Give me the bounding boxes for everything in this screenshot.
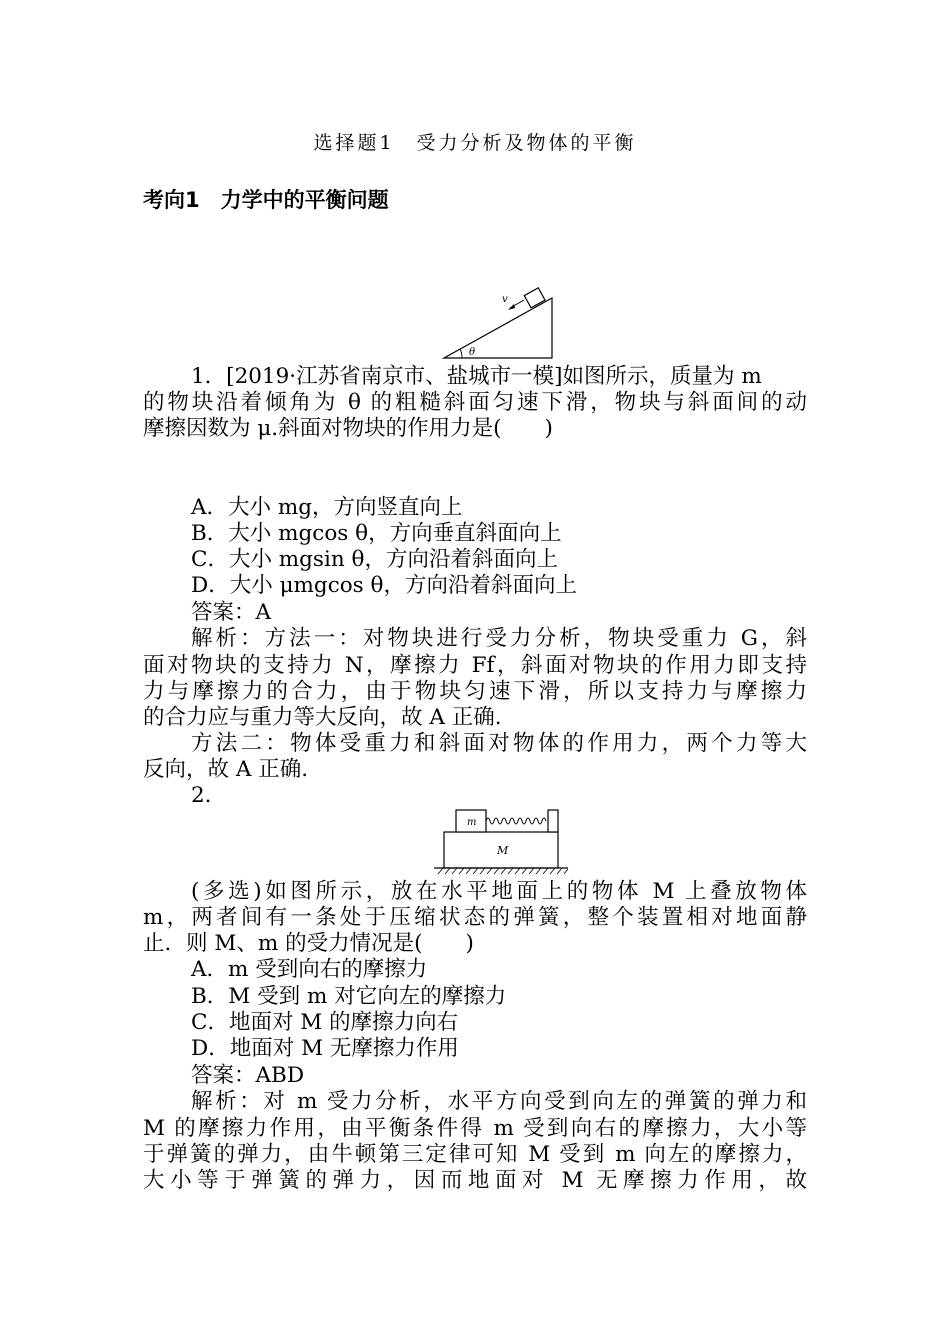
q1-explanation-3: 力与摩擦力的合力，由于物块匀速下滑，所以支持力与摩擦力 (143, 679, 807, 704)
q2-line-3: 止．则 M、m 的受力情况是( ) (143, 931, 474, 956)
q2-option-d: D．地面对 M 无摩擦力作用 (191, 1036, 459, 1061)
big-block-label: M (497, 844, 509, 857)
q2-explanation-1: 解析：对 m 受力分析，水平方向受到向左的弹簧的弹力和 (191, 1089, 807, 1114)
q1-explanation-1: 解析：方法一：对物块进行受力分析，物块受重力 G，斜 (191, 626, 807, 651)
spring-blocks-figure (432, 804, 572, 876)
q1-explanation-5: 方法二：物体受重力和斜面对物体的作用力，两个力等大 (191, 731, 807, 756)
q2-explanation-3: 于弹簧的弹力，由牛顿第三定律可知 M 受到 m 向左的摩擦力， (143, 1142, 807, 1167)
q1-option-b: B．大小 mgcos θ，方向垂直斜面向上 (191, 521, 562, 546)
q2-number: 2. (191, 783, 212, 808)
section-heading: 考向1 力学中的平衡问题 (143, 188, 389, 212)
q1-line-2: 的物块沿着倾角为 θ 的粗糙斜面匀速下滑，物块与斜面间的动 (143, 390, 807, 415)
theta-label: θ (469, 347, 476, 358)
q1-option-c: C．大小 mgsin θ，方向沿着斜面向上 (191, 547, 558, 572)
ground-hatch (438, 868, 568, 874)
q1-explanation-6: 反向，故 A 正确. (143, 757, 309, 782)
q2-option-c: C．地面对 M 的摩擦力向右 (191, 1010, 459, 1035)
q2-explanation-4: 大小等于弹簧的弹力，因而地面对 M 无摩擦力作用，故 (143, 1168, 807, 1193)
q1-explanation-2: 面对物块的支持力 N，摩擦力 Ff，斜面对物块的作用力即支持 (143, 653, 807, 678)
q1-option-d: D．大小 μmgcos θ，方向沿着斜面向上 (191, 573, 577, 598)
q2-option-a: A．m 受到向右的摩擦力 (191, 957, 428, 982)
q2-line-2: m，两者间有一条处于压缩状态的弹簧，整个装置相对地面静 (143, 905, 807, 930)
q1-option-a: A．大小 mg，方向竖直向上 (191, 495, 463, 520)
velocity-label: v (502, 294, 508, 305)
q2-line-1: (多选)如图所示，放在水平地面上的物体 M 上叠放物体 (191, 879, 807, 904)
block-on-incline (524, 288, 545, 308)
q2-answer: 答案：ABD (191, 1063, 305, 1088)
angle-arc (460, 349, 462, 358)
q1-answer: 答案：A (191, 600, 272, 625)
arrow-head (508, 304, 515, 310)
incline-figure (440, 286, 558, 362)
q1-line-3: 摩擦因数为 μ.斜面对物块的作用力是( ) (143, 416, 553, 441)
q2-explanation-2: M 的摩擦力作用，由平衡条件得 m 受到向右的摩擦力，大小等 (143, 1116, 807, 1141)
small-block-label: m (467, 817, 477, 828)
page-title: 选择题1 受力分析及物体的平衡 (313, 132, 637, 154)
q1-line-1: 1．[2019·江苏省南京市、盐城市一模]如图所示，质量为 m (191, 364, 762, 389)
spring (486, 818, 546, 824)
q1-explanation-4: 的合力应与重力等大反向，故 A 正确. (143, 705, 502, 730)
right-wall (548, 810, 558, 832)
q2-option-b: B．M 受到 m 对它向左的摩擦力 (191, 984, 507, 1009)
